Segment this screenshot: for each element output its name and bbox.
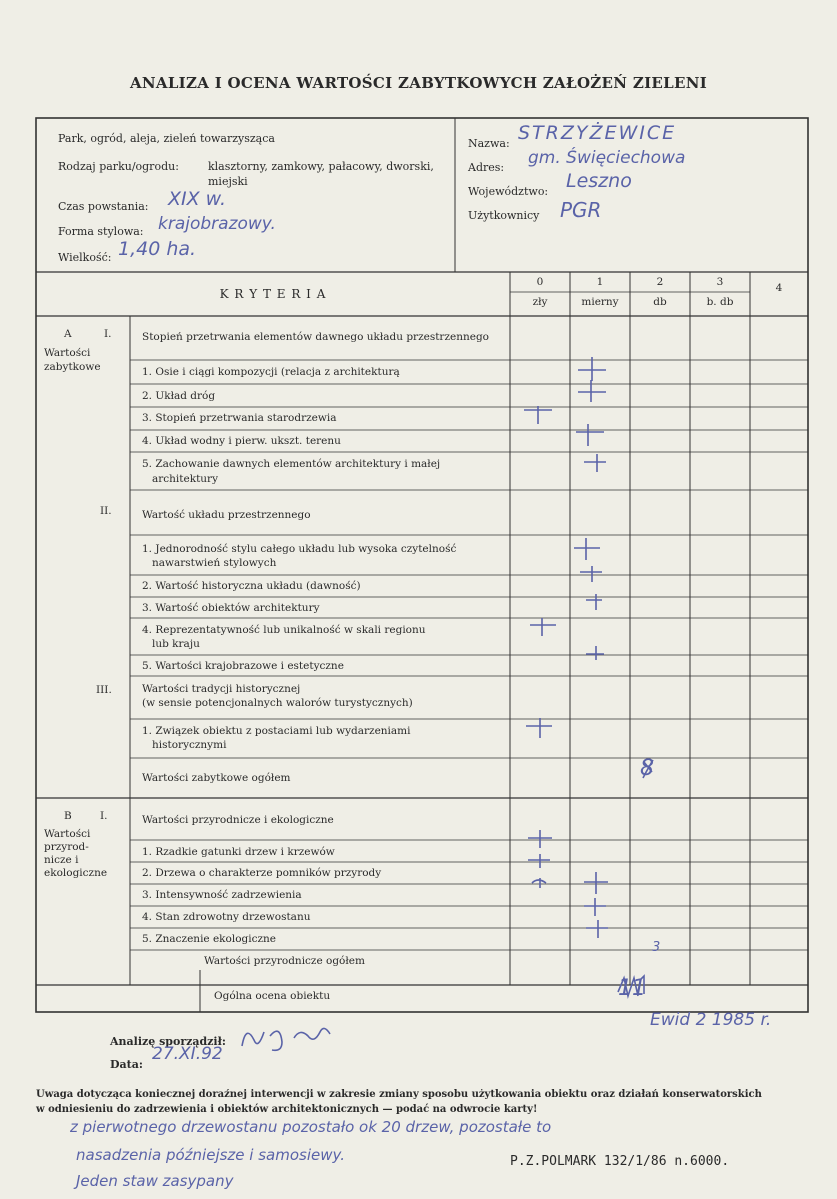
adres-value: gm. Święciechowa xyxy=(528,148,686,168)
overall-label: Ogólna ocena obiektu xyxy=(214,990,331,1002)
data-label: Data: xyxy=(110,1058,143,1071)
row-b1-3: 3. Intensywność zadrzewienia xyxy=(142,889,302,901)
row-a1-5-cont: architektury xyxy=(152,473,219,485)
row-b1-4: 4. Stan zdrowotny drzewostanu xyxy=(142,911,311,923)
analiza-label: Analizę sporządził: xyxy=(110,1035,226,1048)
rodzaj-options: klasztorny, zamkowy, pałacowy, dworski, xyxy=(208,160,434,173)
uwaga-line-2: w odniesieniu do zadrzewienia i obiektów architektonicznych — podać na odwrocie karty! xyxy=(36,1104,538,1115)
park-type-line: Park, ogród, aleja, zieleń towarzysząca xyxy=(58,132,275,145)
heading-a2: Wartość układu przestrzennego xyxy=(142,509,311,521)
section-a-roman: I. xyxy=(104,328,112,340)
uzytkownicy-label: Użytkownicy xyxy=(468,209,540,222)
row-a1-1: 1. Osie i ciągi kompozycji (relacja z architekturą xyxy=(142,366,400,378)
row-a2-2: 2. Wartość historyczna układu (dawność) xyxy=(142,580,361,592)
heading-a3-cont: (w sensie potencjonalnych walorów turystycznych) xyxy=(142,697,413,709)
scale-3-num: 3 xyxy=(716,276,724,288)
data-value: 27.XI.92 xyxy=(152,1044,223,1064)
wojewodztwo-value: Leszno xyxy=(566,170,632,192)
row-b1-5: 5. Znaczenie ekologiczne xyxy=(142,933,277,945)
row-a2-1: 1. Jednorodność stylu całego układu lub wysoka czytelność xyxy=(142,543,457,555)
row-a3-1-cont: historycznymi xyxy=(152,739,227,751)
print-code: P.Z.POLMARK 132/1/86 n.6000. xyxy=(510,1154,730,1169)
heading-a1: Stopień przetrwania elementów dawnego układu przestrzennego xyxy=(142,331,489,343)
ewid-note: Ewid 2 1985 r. xyxy=(650,1010,772,1030)
nazwa-label: Nazwa: xyxy=(468,137,510,150)
section-a-roman-2: II. xyxy=(100,505,112,517)
kryteria-heading: K R Y T E R I A xyxy=(219,287,327,301)
note-line-1: z pierwotnego drzewostanu pozostało ok 20 drzew, pozostałe to xyxy=(70,1118,552,1136)
total-a-value: 8 xyxy=(640,756,654,781)
row-b1-2: 2. Drzewa o charakterze pomników przyrody xyxy=(142,867,382,879)
row-b1-1: 1. Rzadkie gatunki drzew i krzewów xyxy=(142,846,335,858)
row-a1-3: 3. Stopień przetrwania starodrzewia xyxy=(142,412,337,424)
heading-b1: Wartości przyrodnicze i ekologiczne xyxy=(142,814,334,826)
row-a2-5: 5. Wartości krajobrazowe i estetyczne xyxy=(142,660,344,672)
wojewodztwo-label: Województwo: xyxy=(468,185,549,198)
uwaga-line-1: Uwaga dotycząca koniecznej doraźnej interwencji w zakresie zmiany sposobu użytkowania obiektu oraz działań konserwatorskich xyxy=(36,1089,762,1100)
section-b-roman: I. xyxy=(100,810,108,822)
signature xyxy=(236,1016,366,1056)
scale-3-word: b. db xyxy=(706,296,734,308)
total-b-label: Wartości przyrodnicze ogółem xyxy=(204,955,365,967)
wielkosc-label: Wielkość: xyxy=(58,251,112,264)
row-a2-1-cont: nawarstwień stylowych xyxy=(152,557,277,569)
adres-label: Adres: xyxy=(468,161,505,174)
section-b-name: Wartości przyrod-nicze i ekologiczne xyxy=(44,828,108,879)
row-a1-2: 2. Układ dróg xyxy=(142,390,216,402)
heading-a3: Wartości tradycji historycznej xyxy=(142,683,301,695)
uzytkownicy-value: PGR xyxy=(560,198,602,222)
note-line-2: nasadzenia późniejsze i samosiewy. xyxy=(76,1146,345,1164)
czas-label: Czas powstania: xyxy=(58,200,149,213)
row-a1-4: 4. Układ wodny i pierw. ukszt. terenu xyxy=(142,435,341,447)
scale-1-num: 1 xyxy=(596,276,604,288)
row-a2-4: 4. Reprezentatywność lub unikalność w skali regionu xyxy=(142,624,426,636)
note-line-3: Jeden staw zasypany xyxy=(76,1172,234,1190)
section-a-letter: A xyxy=(64,328,72,340)
rodzaj-options-2: miejski xyxy=(208,175,248,188)
scale-1-word: mierny xyxy=(581,296,619,308)
scale-0-word: zły xyxy=(532,296,548,308)
row-a1-5: 5. Zachowanie dawnych elementów architektury i małej xyxy=(142,458,441,470)
row-a2-3: 3. Wartość obiektów architektury xyxy=(142,602,320,614)
wielkosc-value: 1,40 ha. xyxy=(118,238,197,260)
section-b-letter: B xyxy=(64,810,72,822)
scale-0-num: 0 xyxy=(536,276,544,288)
scale-2-word: db xyxy=(653,296,667,308)
total-b-value: 3 xyxy=(652,940,661,955)
section-a-roman-3: III. xyxy=(96,684,112,696)
forma-value: krajobrazowy. xyxy=(158,214,276,234)
forma-label: Forma stylowa: xyxy=(58,225,144,238)
total-a-label: Wartości zabytkowe ogółem xyxy=(142,772,291,784)
overall-value: 11 xyxy=(618,976,646,1001)
section-a-name: Wartości zabytkowe xyxy=(44,347,101,373)
row-a2-4-cont: lub kraju xyxy=(152,638,200,650)
page-title: ANALIZA I OCENA WARTOŚCI ZABYTKOWYCH ZAŁOŻEŃ ZIELENI xyxy=(129,74,708,92)
czas-value: XIX w. xyxy=(168,188,227,210)
handwritten-marks xyxy=(524,357,653,996)
scale-2-num: 2 xyxy=(656,276,664,288)
nazwa-value: STRZYŻEWICE xyxy=(518,122,677,144)
scale-4-num: 4 xyxy=(775,282,783,294)
row-a3-1: 1. Związek obiektu z postaciami lub wydarzeniami xyxy=(142,725,411,737)
rodzaj-label: Rodzaj parku/ogrodu: xyxy=(58,160,179,173)
